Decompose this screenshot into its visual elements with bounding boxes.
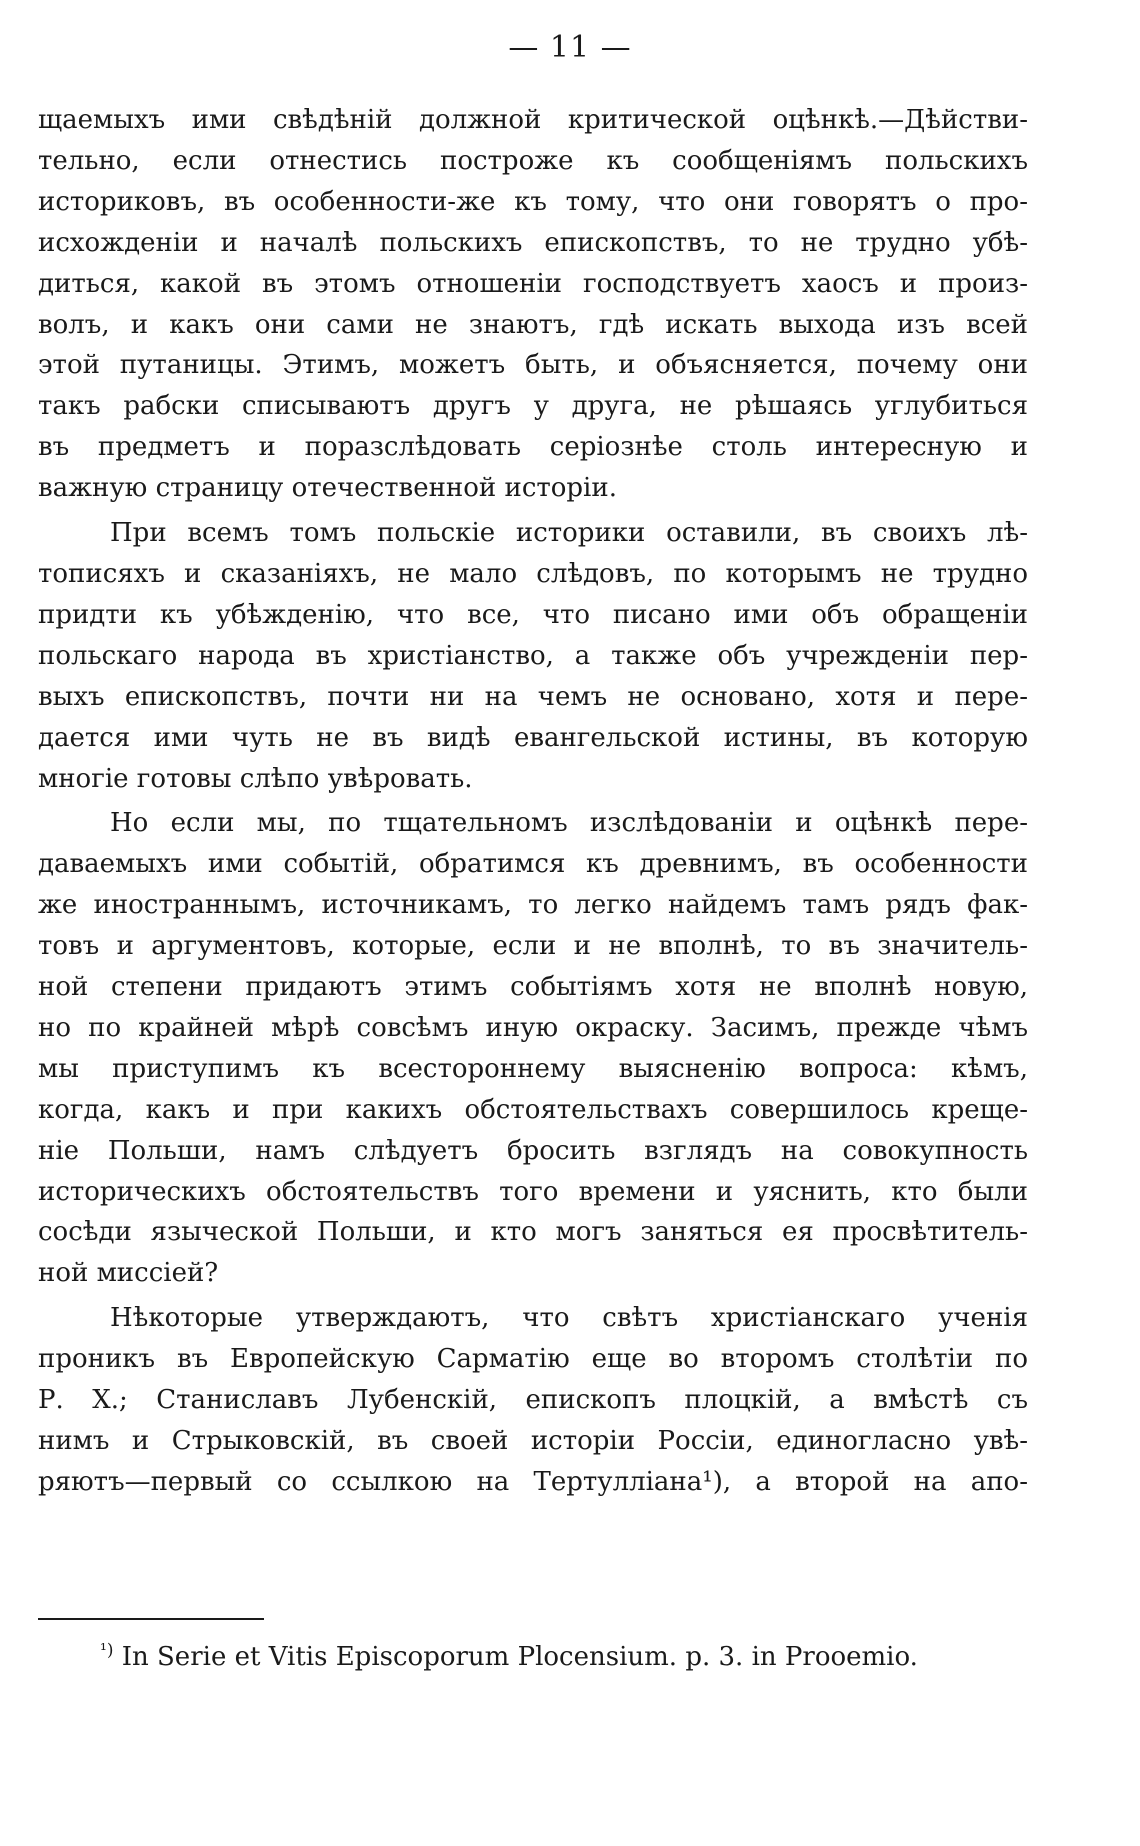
text-line: придти къ убѣжденію, что все, что писано ими объ обращеніи	[38, 599, 1028, 630]
text-line: такъ рабски списываютъ другъ у друга, не рѣшаясь углубиться	[38, 391, 1028, 422]
text-line: историческихъ обстоятельствъ того времени и уяснить, кто были	[38, 1176, 1028, 1207]
text-line: историковъ, въ особенности-же къ тому, что они говорятъ о про-	[38, 186, 1028, 217]
text-line: мы приступимъ къ всестороннему выясненію вопроса: кѣмъ,	[38, 1053, 1028, 1084]
text-line: Но если мы, по тщательномъ изслѣдованіи и оцѣнкѣ пере-	[110, 808, 1028, 839]
text-line: диться, какой въ этомъ отношеніи господствуетъ хаосъ и произ-	[38, 268, 1028, 299]
text-line: ной миссіей?	[38, 1258, 219, 1289]
text-line: нимъ и Стрыковскій, въ своей исторіи Россіи, единогласно увѣ-	[38, 1426, 1028, 1456]
footnote-text: In Serie et Vitis Episcoporum Plocensium. p. 3. in Prooemio.	[121, 1642, 918, 1672]
text-line: проникъ въ Европейскую Сарматію еще во второмъ столѣтіи по	[38, 1344, 1028, 1375]
footnote-divider	[38, 1618, 264, 1620]
body-text	[38, 100, 1028, 1503]
footnote-mark: ¹)	[100, 1640, 114, 1661]
text-line: щаемыхъ ими свѣдѣній должной критической оцѣнкѣ.—Дѣйстви-	[38, 105, 1028, 135]
text-line: товъ и аргументовъ, которые, если и не вполнѣ, то въ значитель-	[38, 931, 1028, 962]
text-line: въ предметъ и поразслѣдовать серіознѣе столь интересную и	[38, 432, 1028, 463]
text-line: даваемыхъ ими событій, обратимся къ древнимъ, въ особенности	[38, 849, 1028, 880]
text-line: этой путаницы. Этимъ, можетъ быть, и объясняется, почему они	[38, 350, 1028, 381]
text-line: ной степени придаютъ этимъ событіямъ хотя не вполнѣ новую,	[38, 972, 1028, 1003]
text-line: Р. Х.; Станиславъ Лубенскій, епископъ плоцкій, а вмѣстѣ съ	[38, 1385, 1028, 1416]
text-line: дается ими чуть не въ видѣ евангельской истины, въ которую	[38, 722, 1028, 753]
text-line: ніе Польши, намъ слѣдуетъ бросить взглядъ на совокупность	[38, 1135, 1028, 1166]
text-line: многіе готовы слѣпо увѣровать.	[38, 763, 473, 794]
text-line: важную страницу отечественной исторіи.	[38, 473, 617, 504]
text-line: выхъ епископствъ, почти ни на чемъ не основано, хотя и пере-	[38, 681, 1028, 712]
text-line: ряютъ—первый со ссылкою на Тертулліана¹), а второй на апо-	[38, 1466, 1028, 1497]
text-line: же иностраннымъ, источникамъ, то легко найдемъ тамъ рядъ фак-	[38, 890, 1028, 921]
text-line: когда, какъ и при какихъ обстоятельствахъ совершилось креще-	[38, 1094, 1028, 1125]
paragraph-4	[38, 1298, 1028, 1503]
footnote	[100, 1640, 1000, 1674]
text-line: тописяхъ и сказаніяхъ, не мало слѣдовъ, по которымъ не трудно	[38, 558, 1028, 589]
paragraph-1	[38, 100, 1028, 509]
page-number: — 11 —	[508, 30, 632, 65]
text-line: При всемъ томъ польскіе историки оставили, въ своихъ лѣ-	[110, 518, 1028, 549]
text-line: но по крайней мѣрѣ совсѣмъ иную окраску. Засимъ, прежде чѣмъ	[38, 1012, 1028, 1043]
paragraph-2	[38, 513, 1028, 799]
text-line: сосѣди языческой Польши, и кто могъ заняться ея просвѣтитель-	[38, 1217, 1028, 1248]
text-line: польскаго народа въ христіанство, а также объ учрежденіи пер-	[38, 640, 1028, 671]
paragraph-3	[38, 803, 1028, 1294]
text-line: волъ, и какъ они сами не знаютъ, гдѣ искать выхода изъ всей	[38, 309, 1028, 340]
text-line: Нѣкоторые утверждаютъ, что свѣтъ христіанскаго ученія	[110, 1303, 1028, 1334]
text-line: исхожденіи и началѣ польскихъ епископствъ, то не трудно убѣ-	[38, 227, 1028, 258]
text-line: тельно, если отнестись построже къ сообщеніямъ польскихъ	[38, 145, 1028, 176]
